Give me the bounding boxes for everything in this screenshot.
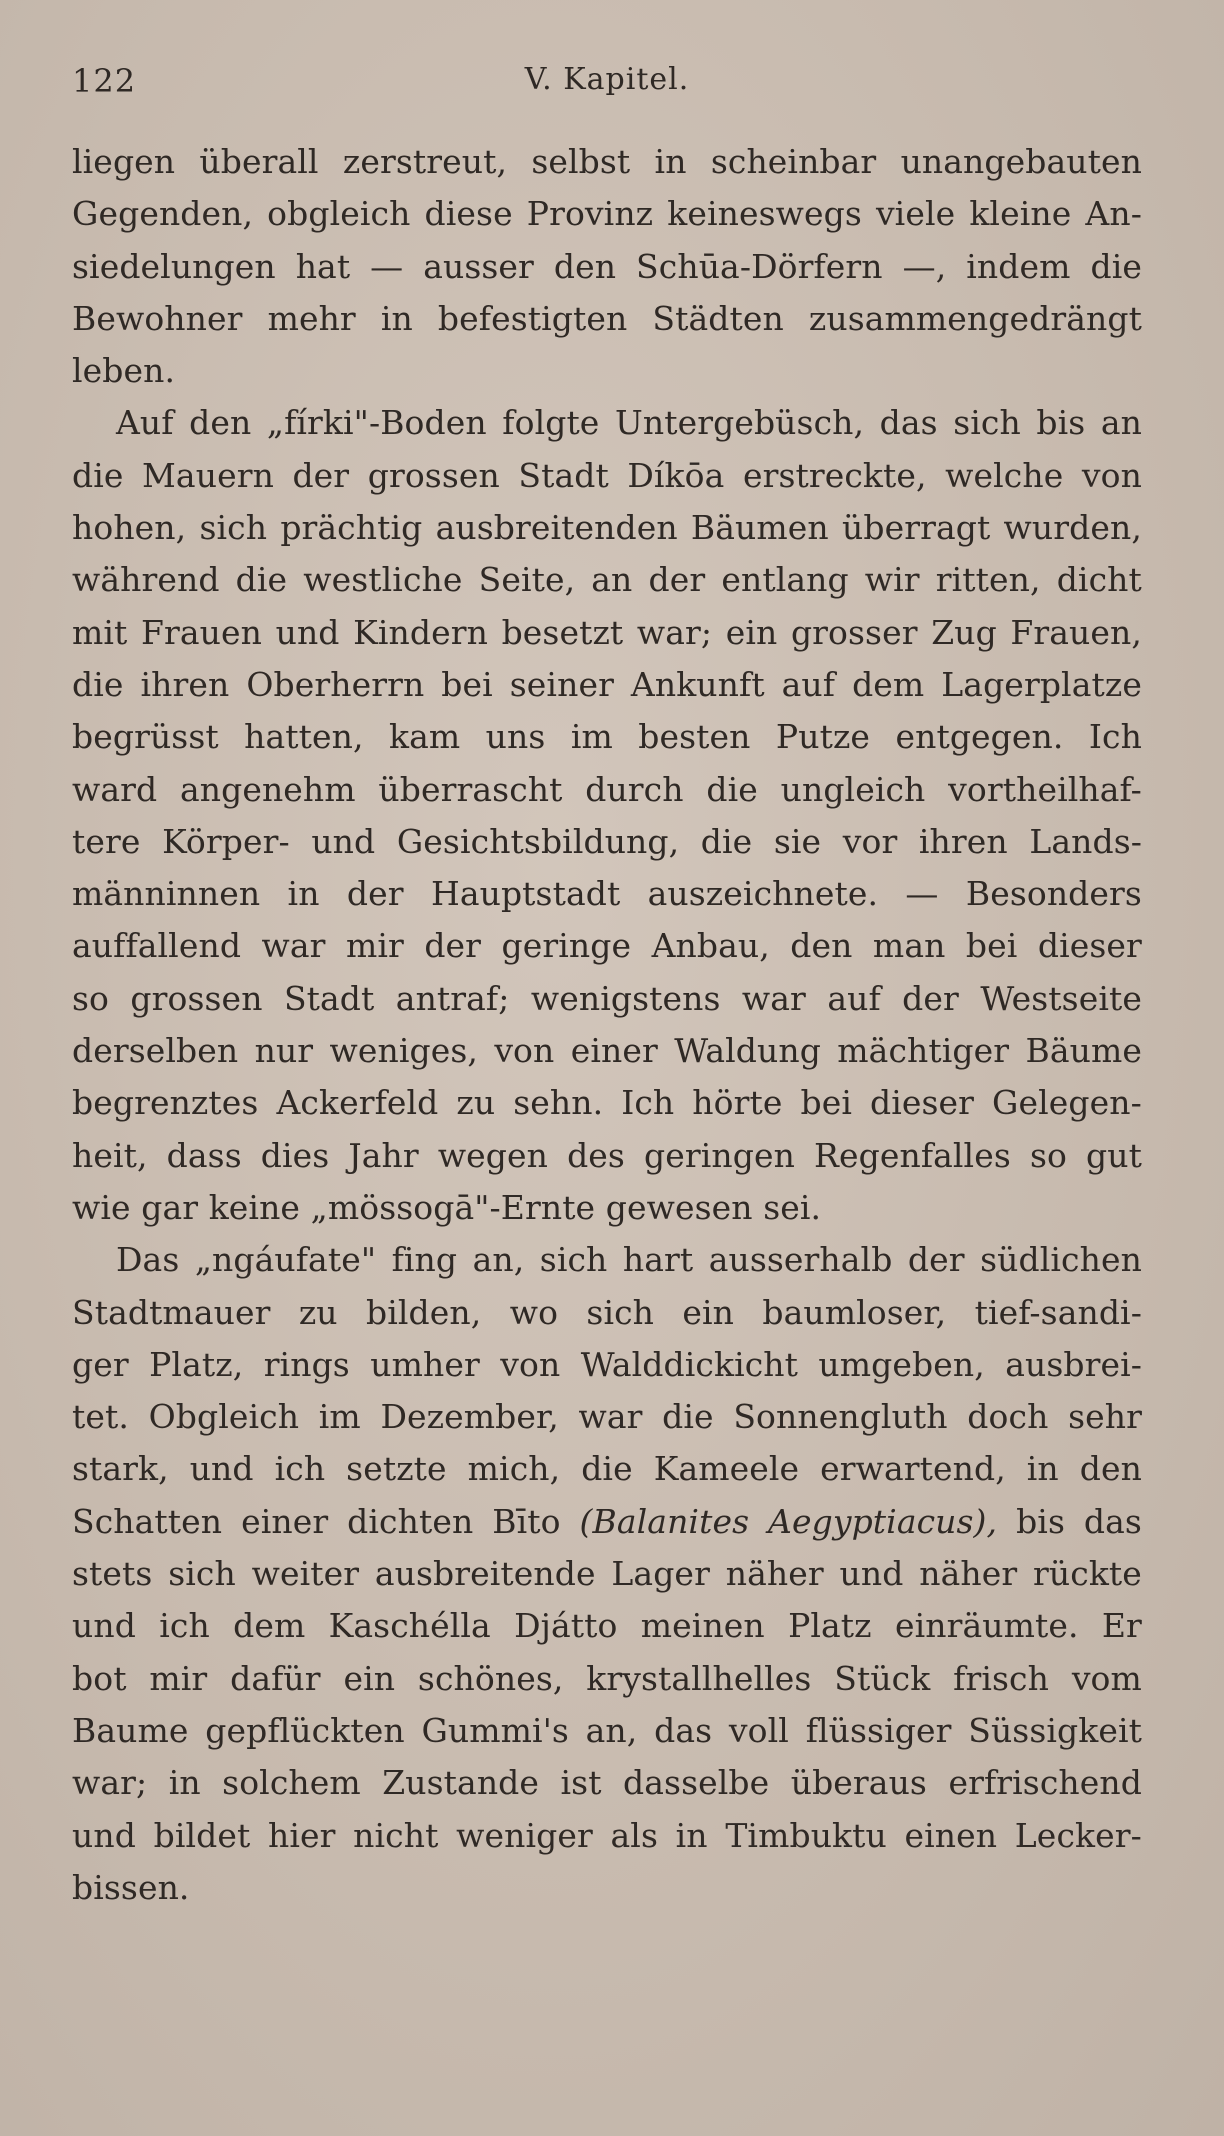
text-line: Stadtmauer zu bilden, wo sich ein baumloser, tief-sandi- xyxy=(72,1292,1142,1332)
text-line: bot mir dafür ein schönes, krystallhelles Stück frisch vom xyxy=(72,1658,1142,1698)
text-line: auffallend war mir der geringe Anbau, den man bei dieser xyxy=(72,926,1142,966)
text-line: während die westliche Seite, an der entlang wir ritten, dicht xyxy=(72,560,1142,600)
text-line: ger Platz, rings umher von Walddickicht umgeben, ausbrei- xyxy=(72,1344,1142,1384)
text-line: stets sich weiter ausbreitende Lager näher und näher rückte xyxy=(72,1554,1142,1594)
text-line: liegen überall zerstreut, selbst in scheinbar unangebauten xyxy=(72,142,1142,181)
body-text xyxy=(72,136,1142,1914)
text-line: wie gar keine „mössogā"-Ernte gewesen sei. xyxy=(72,1187,822,1227)
text-line: begrenztes Ackerfeld zu sehn. Ich hörte bei dieser Gelegen- xyxy=(72,1083,1142,1123)
text-line: bissen. xyxy=(72,1867,190,1907)
text-line: tere Körper- und Gesichtsbildung, die sie vor ihren Lands- xyxy=(72,821,1142,861)
text-line: männinnen in der Hauptstadt auszeichnete. — Besonders xyxy=(72,874,1142,914)
text-line: stark, und ich setzte mich, die Kameele erwartend, in den xyxy=(72,1449,1142,1489)
text-line: und ich dem Kaschélla Djátto meinen Platz einräumte. Er xyxy=(72,1606,1142,1646)
text-line: siedelungen hat — ausser den Schūa-Dörfern —, indem die xyxy=(72,246,1142,286)
text-line: Schatten einer dichten Bīto (Balanites Aegyptiacus), bis das xyxy=(72,1501,1142,1541)
text-line: die Mauern der grossen Stadt Díkōa erstreckte, welche von xyxy=(72,455,1142,495)
text-line: derselben nur weniges, von einer Waldung mächtiger Bäume xyxy=(72,1031,1142,1071)
text-line: begrüsst hatten, kam uns im besten Putze entgegen. Ich xyxy=(72,717,1142,757)
text-line: Das „ngáufate" fing an, sich hart ausserhalb der südlichen xyxy=(116,1240,1142,1280)
text-line: Auf den „fírki"-Boden folgte Untergebüsch, das sich bis an xyxy=(116,403,1142,443)
text-line: und bildet hier nicht weniger als in Timbuktu einen Lecker- xyxy=(72,1815,1142,1855)
text-line: die ihren Oberherrn bei seiner Ankunft auf dem Lagerplatze xyxy=(72,664,1142,704)
text-line: Bewohner mehr in befestigten Städten zusammengedrängt xyxy=(72,298,1142,338)
text-line: tet. Obgleich im Dezember, war die Sonnengluth doch sehr xyxy=(72,1397,1142,1437)
text-line: Gegenden, obgleich diese Provinz keineswegs viele kleine An- xyxy=(72,194,1142,234)
text-line: so grossen Stadt antraf; wenigstens war auf der Westseite xyxy=(72,978,1142,1018)
page-number: 122 xyxy=(72,62,137,100)
text-line: heit, dass dies Jahr wegen des geringen Regenfalles so gut xyxy=(72,1135,1142,1175)
running-head: V. Kapitel. xyxy=(524,62,690,97)
text-line: ward angenehm überrascht durch die ungleich vortheilhaf- xyxy=(72,769,1142,809)
text-line: war; in solchem Zustande ist dasselbe überaus erfrischend xyxy=(72,1763,1142,1803)
page-header xyxy=(72,62,1142,110)
text-line: leben. xyxy=(72,351,176,391)
text-line: mit Frauen und Kindern besetzt war; ein grosser Zug Frauen, xyxy=(72,612,1142,652)
text-line: Baume gepflückten Gummi's an, das voll flüssiger Süssigkeit xyxy=(72,1710,1142,1750)
text-line: hohen, sich prächtig ausbreitenden Bäumen überragt wurden, xyxy=(72,508,1142,548)
